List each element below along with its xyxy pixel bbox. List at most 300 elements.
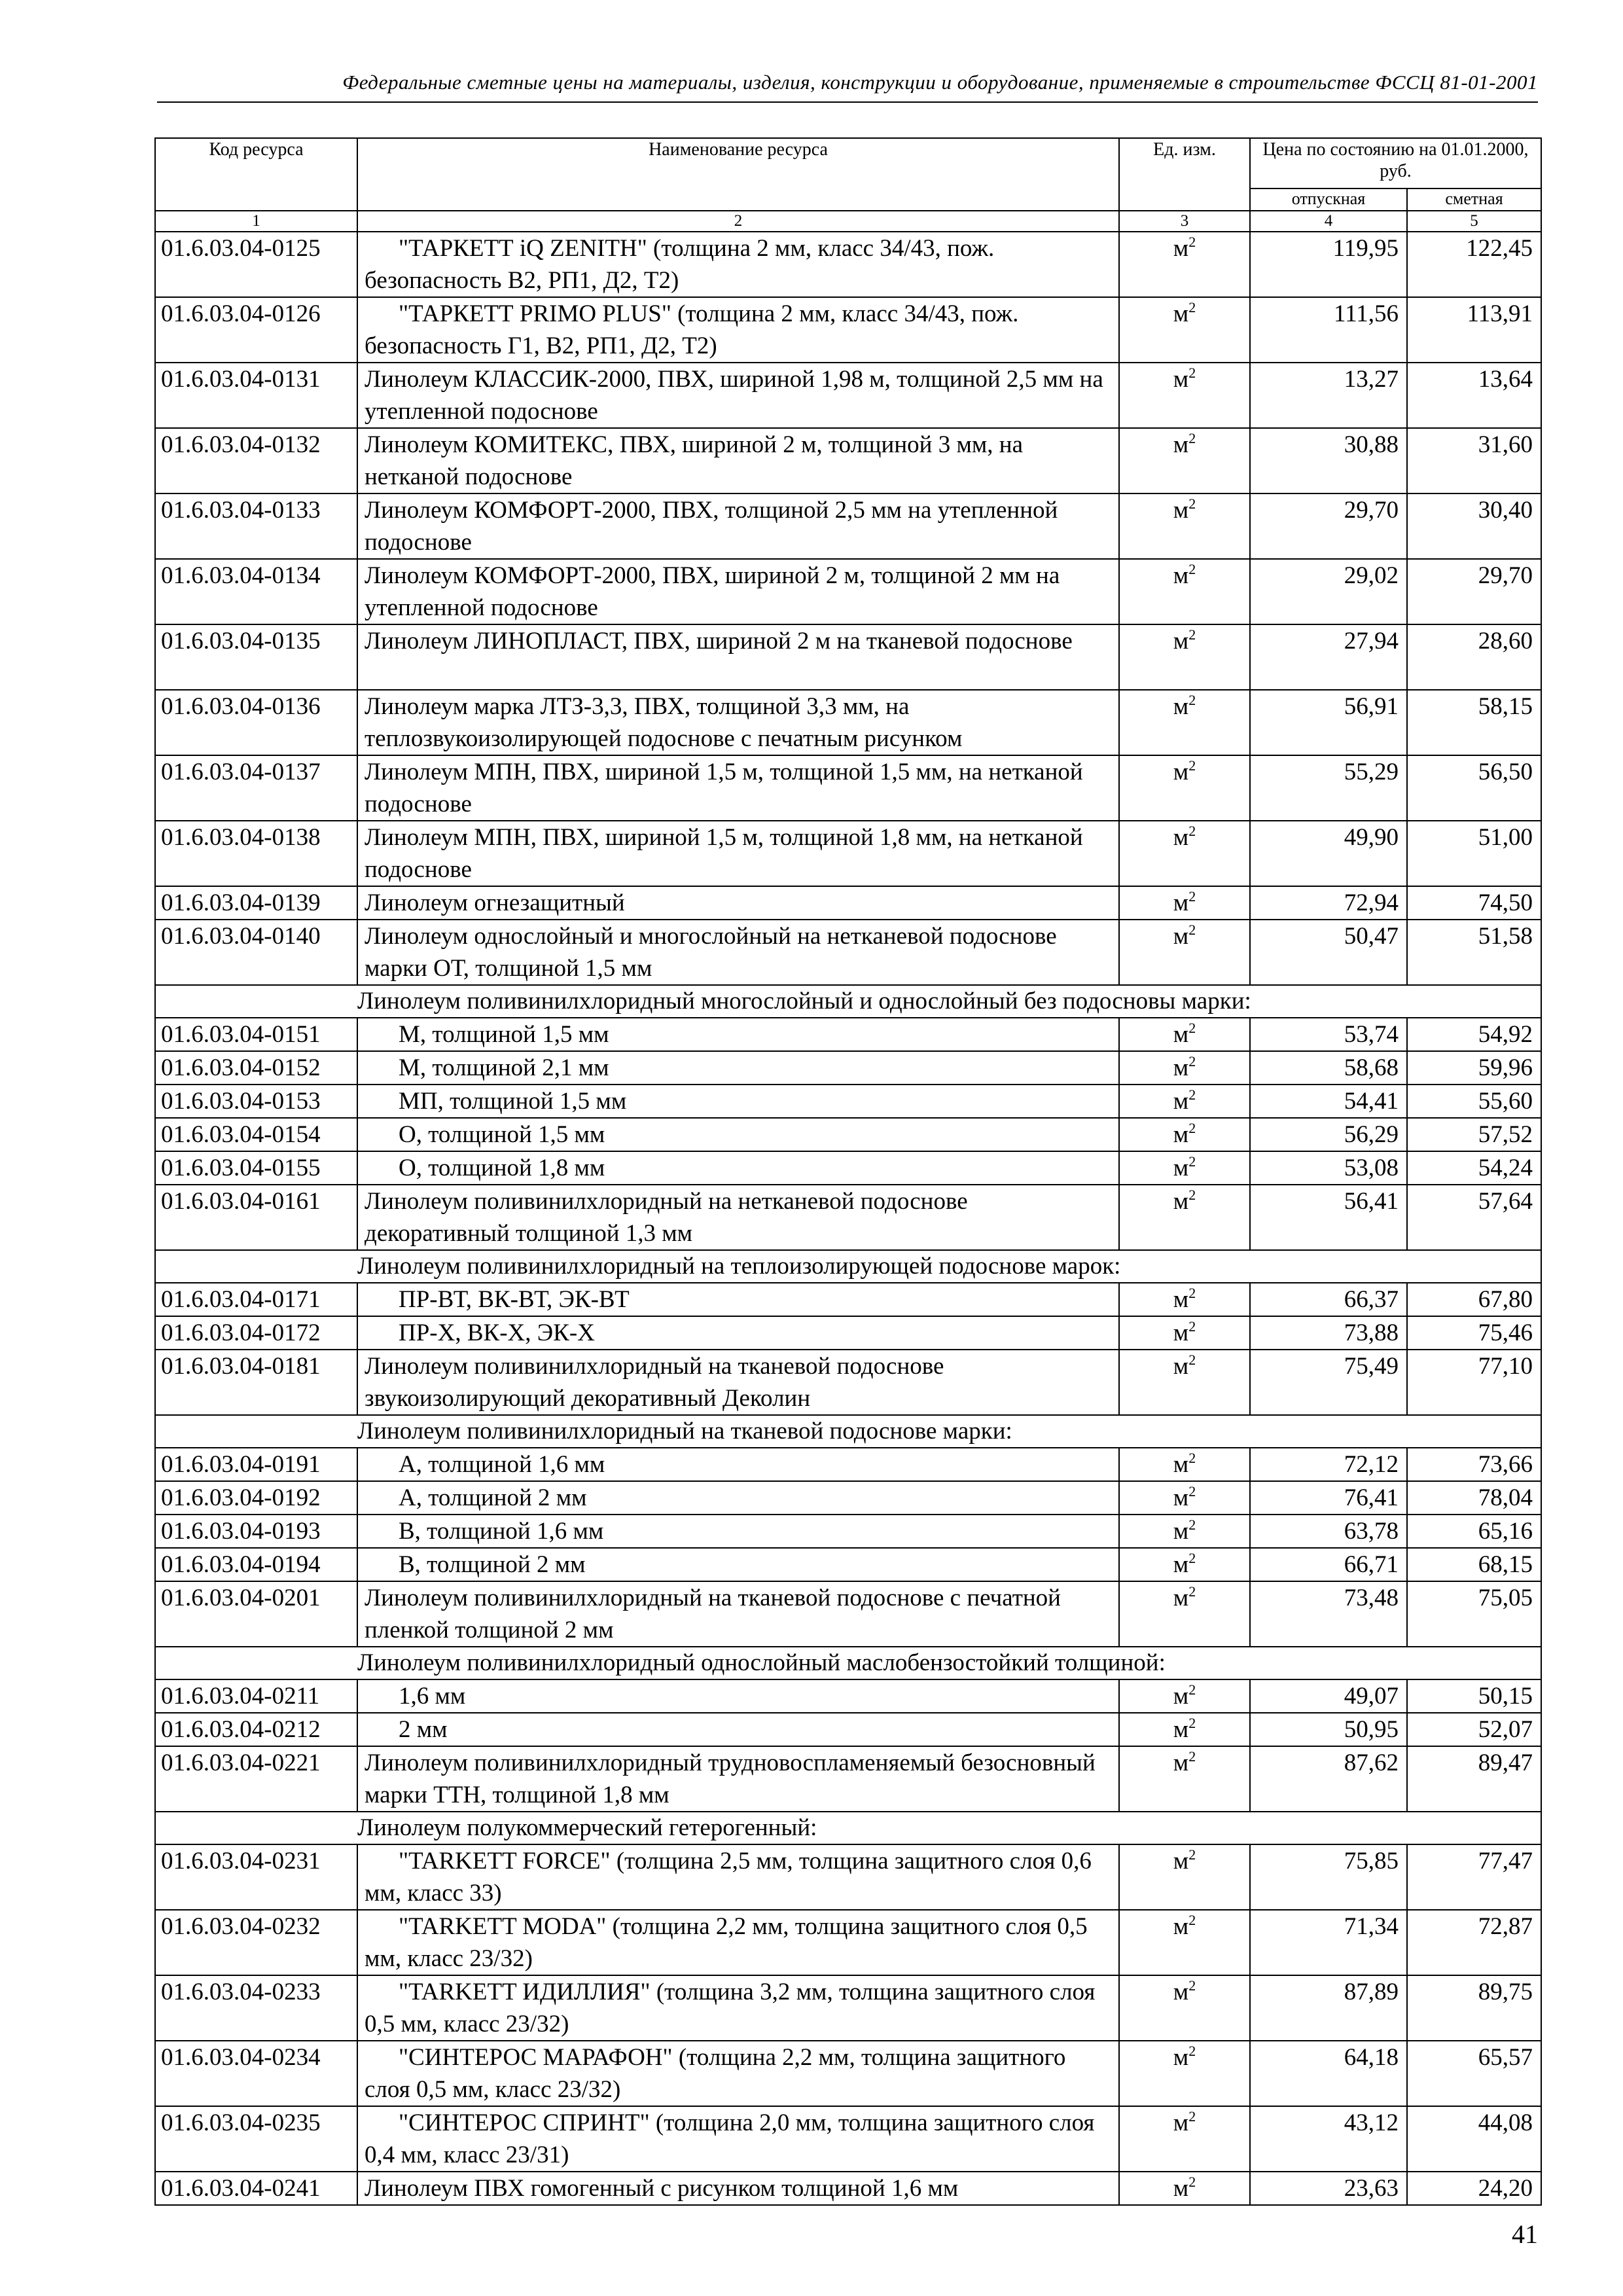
resource-name: "ТАРКЕТТ iQ ZENITH" (толщина 2 мм, класс 34/43, пож. безопасность В2, РП1, Д2, Т2) bbox=[357, 232, 1119, 297]
release-price: 56,91 bbox=[1250, 690, 1407, 755]
unit-exponent: 2 bbox=[1188, 234, 1196, 250]
estimate-price: 58,15 bbox=[1407, 690, 1541, 755]
release-price: 30,88 bbox=[1250, 428, 1407, 493]
unit-base: м bbox=[1173, 1451, 1189, 1478]
unit bbox=[1119, 755, 1250, 821]
resource-name: "TARKETT MODA" (толщина 2,2 мм, толщина защитного слоя 0,5 мм, класс 23/32) bbox=[357, 1910, 1119, 1975]
resource-name: 1,6 мм bbox=[357, 1679, 1119, 1713]
unit-exponent: 2 bbox=[1188, 1120, 1196, 1136]
table-row bbox=[155, 886, 1541, 920]
unit-base: м bbox=[1173, 1286, 1189, 1313]
unit bbox=[1119, 1679, 1250, 1713]
table-row bbox=[155, 755, 1541, 821]
resource-name: Линолеум МПН, ПВХ, шириной 1,5 м, толщиной 1,8 мм, на нетканой подоснове bbox=[357, 821, 1119, 886]
resource-code: 01.6.03.04-0231 bbox=[155, 1844, 357, 1910]
column-header-price-group: Цена по состоянию на 01.01.2000, руб. bbox=[1250, 138, 1541, 188]
column-header-name: Наименование ресурса bbox=[357, 138, 1119, 211]
section-heading: Линолеум полукоммерческий гетерогенный: bbox=[155, 1812, 1541, 1844]
resource-name: А, толщиной 1,6 мм bbox=[357, 1448, 1119, 1481]
release-price: 76,41 bbox=[1250, 1481, 1407, 1515]
unit bbox=[1119, 920, 1250, 985]
unit-exponent: 2 bbox=[1188, 1318, 1196, 1335]
resource-code: 01.6.03.04-0161 bbox=[155, 1185, 357, 1250]
estimate-price: 113,91 bbox=[1407, 297, 1541, 363]
estimate-price: 73,66 bbox=[1407, 1448, 1541, 1481]
unit-base: м bbox=[1173, 497, 1189, 524]
release-price: 66,71 bbox=[1250, 1548, 1407, 1581]
column-number: 3 bbox=[1119, 211, 1250, 232]
estimate-price: 52,07 bbox=[1407, 1713, 1541, 1746]
unit bbox=[1119, 1548, 1250, 1581]
unit-exponent: 2 bbox=[1188, 1020, 1196, 1036]
release-price: 56,29 bbox=[1250, 1118, 1407, 1151]
resource-name: М, толщиной 2,1 мм bbox=[357, 1051, 1119, 1085]
table-row bbox=[155, 1975, 1541, 2041]
resource-name: 2 мм bbox=[357, 1713, 1119, 1746]
unit bbox=[1119, 1515, 1250, 1548]
release-price: 87,62 bbox=[1250, 1746, 1407, 1812]
unit bbox=[1119, 1844, 1250, 1910]
estimate-price: 122,45 bbox=[1407, 232, 1541, 297]
release-price: 43,12 bbox=[1250, 2106, 1407, 2172]
unit bbox=[1119, 559, 1250, 624]
unit-exponent: 2 bbox=[1188, 1550, 1196, 1566]
unit bbox=[1119, 1018, 1250, 1051]
estimate-price: 51,00 bbox=[1407, 821, 1541, 886]
estimate-price: 59,96 bbox=[1407, 1051, 1541, 1085]
release-price: 13,27 bbox=[1250, 363, 1407, 428]
unit-base: м bbox=[1173, 1021, 1189, 1048]
resource-name: Линолеум ЛИНОПЛАСТ, ПВХ, шириной 2 м на тканевой подоснове bbox=[357, 624, 1119, 690]
table-row bbox=[155, 1481, 1541, 1515]
unit bbox=[1119, 1975, 1250, 2041]
release-price: 55,29 bbox=[1250, 755, 1407, 821]
unit-base: м bbox=[1173, 1585, 1189, 1611]
resource-code: 01.6.03.04-0139 bbox=[155, 886, 357, 920]
resource-name: Линолеум однослойный и многослойный на нетканевой подоснове марки ОТ, толщиной 1,5 мм bbox=[357, 920, 1119, 985]
unit-exponent: 2 bbox=[1188, 1483, 1196, 1499]
unit-exponent: 2 bbox=[1188, 1450, 1196, 1466]
unit-base: м bbox=[1173, 1848, 1189, 1874]
resource-name: В, толщиной 2 мм bbox=[357, 1548, 1119, 1581]
unit-base: м bbox=[1173, 1749, 1189, 1776]
table-row bbox=[155, 1679, 1541, 1713]
estimate-price: 68,15 bbox=[1407, 1548, 1541, 1581]
resource-code: 01.6.03.04-0154 bbox=[155, 1118, 357, 1151]
estimate-price: 77,10 bbox=[1407, 1350, 1541, 1415]
section-heading: Линолеум поливинилхлоридный однослойный маслобензостойкий толщиной: bbox=[155, 1647, 1541, 1679]
resource-code: 01.6.03.04-0201 bbox=[155, 1581, 357, 1647]
estimate-price: 72,87 bbox=[1407, 1910, 1541, 1975]
unit-base: м bbox=[1173, 1054, 1189, 1081]
resource-name: Линолеум поливинилхлоридный на тканевой подоснове с печатной пленкой толщиной 2 мм bbox=[357, 1581, 1119, 1647]
resource-code: 01.6.03.04-0211 bbox=[155, 1679, 357, 1713]
unit-base: м bbox=[1173, 693, 1189, 720]
unit-exponent: 2 bbox=[1188, 1352, 1196, 1368]
unit-exponent: 2 bbox=[1188, 922, 1196, 938]
release-price: 72,12 bbox=[1250, 1448, 1407, 1481]
column-number: 1 bbox=[155, 211, 357, 232]
release-price: 29,02 bbox=[1250, 559, 1407, 624]
release-price: 56,41 bbox=[1250, 1185, 1407, 1250]
unit bbox=[1119, 1185, 1250, 1250]
table-row bbox=[155, 2041, 1541, 2106]
unit-exponent: 2 bbox=[1188, 1516, 1196, 1533]
table-body bbox=[155, 232, 1541, 2205]
unit-exponent: 2 bbox=[1188, 299, 1196, 315]
unit-exponent: 2 bbox=[1188, 1285, 1196, 1301]
table-row bbox=[155, 1185, 1541, 1250]
unit-exponent: 2 bbox=[1188, 1912, 1196, 1928]
unit-base: м bbox=[1173, 923, 1189, 950]
unit-base: м bbox=[1173, 300, 1189, 327]
table-row bbox=[155, 1581, 1541, 1647]
unit-base: м bbox=[1173, 431, 1189, 458]
unit-exponent: 2 bbox=[1188, 757, 1196, 774]
estimate-price: 74,50 bbox=[1407, 886, 1541, 920]
resource-code: 01.6.03.04-0131 bbox=[155, 363, 357, 428]
resource-code: 01.6.03.04-0151 bbox=[155, 1018, 357, 1051]
resource-name: "TARKETT ИДИЛЛИЯ" (толщина 3,2 мм, толщина защитного слоя 0,5 мм, класс 23/32) bbox=[357, 1975, 1119, 2041]
release-price: 23,63 bbox=[1250, 2172, 1407, 2205]
unit bbox=[1119, 1085, 1250, 1118]
estimate-price: 57,52 bbox=[1407, 1118, 1541, 1151]
unit-base: м bbox=[1173, 562, 1189, 589]
page-number: 41 bbox=[1512, 2219, 1538, 2249]
resource-code: 01.6.03.04-0126 bbox=[155, 297, 357, 363]
resource-name: МП, толщиной 1,5 мм bbox=[357, 1085, 1119, 1118]
resource-name: ПР-ВТ, ВК-ВТ, ЭК-ВТ bbox=[357, 1283, 1119, 1316]
unit-base: м bbox=[1173, 1716, 1189, 1743]
unit bbox=[1119, 1448, 1250, 1481]
table-row bbox=[155, 1316, 1541, 1350]
estimate-price: 50,15 bbox=[1407, 1679, 1541, 1713]
release-price: 73,48 bbox=[1250, 1581, 1407, 1647]
resource-code: 01.6.03.04-0155 bbox=[155, 1151, 357, 1185]
table-row bbox=[155, 1151, 1541, 1185]
unit-exponent: 2 bbox=[1188, 1053, 1196, 1069]
unit-base: м bbox=[1173, 1683, 1189, 1710]
unit-exponent: 2 bbox=[1188, 2108, 1196, 2125]
table-row bbox=[155, 559, 1541, 624]
unit-base: м bbox=[1173, 1353, 1189, 1380]
resource-code: 01.6.03.04-0125 bbox=[155, 232, 357, 297]
section-row bbox=[155, 1415, 1541, 1448]
resource-code: 01.6.03.04-0135 bbox=[155, 624, 357, 690]
resource-code: 01.6.03.04-0221 bbox=[155, 1746, 357, 1812]
unit bbox=[1119, 1481, 1250, 1515]
release-price: 73,88 bbox=[1250, 1316, 1407, 1350]
unit bbox=[1119, 1746, 1250, 1812]
estimate-price: 51,58 bbox=[1407, 920, 1541, 985]
table-row bbox=[155, 821, 1541, 886]
release-price: 72,94 bbox=[1250, 886, 1407, 920]
estimate-price: 75,46 bbox=[1407, 1316, 1541, 1350]
resource-code: 01.6.03.04-0181 bbox=[155, 1350, 357, 1415]
unit-base: м bbox=[1173, 366, 1189, 393]
unit bbox=[1119, 2106, 1250, 2172]
resource-code: 01.6.03.04-0172 bbox=[155, 1316, 357, 1350]
resource-name: Линолеум поливинилхлоридный на тканевой подоснове звукоизолирующий декоративный Деколин bbox=[357, 1350, 1119, 1415]
column-header-release: отпускная bbox=[1250, 188, 1407, 211]
section-row bbox=[155, 1812, 1541, 1844]
estimate-price: 30,40 bbox=[1407, 493, 1541, 559]
table-row bbox=[155, 2106, 1541, 2172]
unit-base: м bbox=[1173, 628, 1189, 655]
resource-code: 01.6.03.04-0232 bbox=[155, 1910, 357, 1975]
release-price: 29,70 bbox=[1250, 493, 1407, 559]
release-price: 119,95 bbox=[1250, 232, 1407, 297]
unit-base: м bbox=[1173, 759, 1189, 785]
estimate-price: 54,24 bbox=[1407, 1151, 1541, 1185]
column-header-unit: Ед. изм. bbox=[1119, 138, 1250, 211]
resource-name: О, толщиной 1,8 мм bbox=[357, 1151, 1119, 1185]
estimate-price: 24,20 bbox=[1407, 2172, 1541, 2205]
estimate-price: 28,60 bbox=[1407, 624, 1541, 690]
estimate-price: 75,05 bbox=[1407, 1581, 1541, 1647]
unit bbox=[1119, 493, 1250, 559]
resource-code: 01.6.03.04-0137 bbox=[155, 755, 357, 821]
table-row bbox=[155, 428, 1541, 493]
unit-exponent: 2 bbox=[1188, 365, 1196, 381]
resource-code: 01.6.03.04-0134 bbox=[155, 559, 357, 624]
unit-exponent: 2 bbox=[1188, 626, 1196, 643]
table-row bbox=[155, 1448, 1541, 1481]
table-row bbox=[155, 1350, 1541, 1415]
resource-name: Линолеум марка ЛТЗ-3,3, ПВХ, толщиной 3,3 мм, на теплозвукоизолирующей подоснове с печатным рисунком bbox=[357, 690, 1119, 755]
estimate-price: 67,80 bbox=[1407, 1283, 1541, 1316]
unit-base: м bbox=[1173, 1319, 1189, 1346]
release-price: 87,89 bbox=[1250, 1975, 1407, 2041]
table-row bbox=[155, 363, 1541, 428]
estimate-price: 57,64 bbox=[1407, 1185, 1541, 1250]
table-row bbox=[155, 1118, 1541, 1151]
resource-code: 01.6.03.04-0212 bbox=[155, 1713, 357, 1746]
release-price: 49,90 bbox=[1250, 821, 1407, 886]
unit bbox=[1119, 2172, 1250, 2205]
unit-exponent: 2 bbox=[1188, 1977, 1196, 1994]
estimate-price: 44,08 bbox=[1407, 2106, 1541, 2172]
unit-exponent: 2 bbox=[1188, 1583, 1196, 1600]
estimate-price: 29,70 bbox=[1407, 559, 1541, 624]
release-price: 50,47 bbox=[1250, 920, 1407, 985]
table-row bbox=[155, 1085, 1541, 1118]
unit bbox=[1119, 2041, 1250, 2106]
table-row bbox=[155, 624, 1541, 690]
unit bbox=[1119, 886, 1250, 920]
resource-code: 01.6.03.04-0233 bbox=[155, 1975, 357, 2041]
release-price: 53,08 bbox=[1250, 1151, 1407, 1185]
estimate-price: 13,64 bbox=[1407, 363, 1541, 428]
unit-exponent: 2 bbox=[1188, 1153, 1196, 1170]
resource-code: 01.6.03.04-0191 bbox=[155, 1448, 357, 1481]
table-row bbox=[155, 1515, 1541, 1548]
unit-exponent: 2 bbox=[1188, 1187, 1196, 1203]
estimate-price: 89,47 bbox=[1407, 1746, 1541, 1812]
price-table bbox=[154, 137, 1542, 2206]
table-row bbox=[155, 1746, 1541, 1812]
unit-base: м bbox=[1173, 2109, 1189, 2136]
estimate-price: 78,04 bbox=[1407, 1481, 1541, 1515]
table-row bbox=[155, 1713, 1541, 1746]
unit bbox=[1119, 821, 1250, 886]
unit-base: м bbox=[1173, 1484, 1189, 1511]
unit-exponent: 2 bbox=[1188, 1748, 1196, 1765]
running-header: Федеральные сметные цены на материалы, изделия, конструкции и оборудование, применяемые в строительстве ФССЦ 81-01-2001 bbox=[342, 71, 1538, 94]
resource-code: 01.6.03.04-0133 bbox=[155, 493, 357, 559]
table-row bbox=[155, 920, 1541, 985]
table-row bbox=[155, 1051, 1541, 1085]
table-row bbox=[155, 1910, 1541, 1975]
unit bbox=[1119, 1151, 1250, 1185]
estimate-price: 54,92 bbox=[1407, 1018, 1541, 1051]
section-heading: Линолеум поливинилхлоридный многослойный и однослойный без подосновы марки: bbox=[155, 985, 1541, 1018]
unit-exponent: 2 bbox=[1188, 692, 1196, 708]
resource-name: Линолеум КОМФОРТ-2000, ПВХ, толщиной 2,5 мм на утепленной подоснове bbox=[357, 493, 1119, 559]
resource-code: 01.6.03.04-0241 bbox=[155, 2172, 357, 2205]
table-row bbox=[155, 297, 1541, 363]
resource-name: М, толщиной 1,5 мм bbox=[357, 1018, 1119, 1051]
unit-exponent: 2 bbox=[1188, 561, 1196, 577]
column-number: 4 bbox=[1250, 211, 1407, 232]
unit-base: м bbox=[1173, 1913, 1189, 1940]
resource-name: А, толщиной 2 мм bbox=[357, 1481, 1119, 1515]
resource-name: ПР-Х, ВК-Х, ЭК-Х bbox=[357, 1316, 1119, 1350]
release-price: 49,07 bbox=[1250, 1679, 1407, 1713]
unit-base: м bbox=[1173, 1551, 1189, 1578]
estimate-price: 31,60 bbox=[1407, 428, 1541, 493]
release-price: 63,78 bbox=[1250, 1515, 1407, 1548]
unit bbox=[1119, 297, 1250, 363]
unit-exponent: 2 bbox=[1188, 430, 1196, 446]
column-number: 2 bbox=[357, 211, 1119, 232]
unit-base: м bbox=[1173, 1518, 1189, 1545]
table-row bbox=[155, 493, 1541, 559]
estimate-price: 55,60 bbox=[1407, 1085, 1541, 1118]
unit-base: м bbox=[1173, 1979, 1189, 2005]
unit bbox=[1119, 1283, 1250, 1316]
resource-name: "TARKETT FORCE" (толщина 2,5 мм, толщина защитного слоя 0,6 мм, класс 33) bbox=[357, 1844, 1119, 1910]
resource-name: "ТАРКЕТТ PRIMO PLUS" (толщина 2 мм, класс 34/43, пож. безопасность Г1, В2, РП1, Д2, Т2) bbox=[357, 297, 1119, 363]
estimate-price: 56,50 bbox=[1407, 755, 1541, 821]
release-price: 111,56 bbox=[1250, 297, 1407, 363]
resource-code: 01.6.03.04-0153 bbox=[155, 1085, 357, 1118]
release-price: 75,85 bbox=[1250, 1844, 1407, 1910]
table-row bbox=[155, 1283, 1541, 1316]
estimate-price: 77,47 bbox=[1407, 1844, 1541, 1910]
section-heading: Линолеум поливинилхлоридный на тканевой подоснове марки: bbox=[155, 1415, 1541, 1448]
unit bbox=[1119, 690, 1250, 755]
column-header-code: Код ресурса bbox=[155, 138, 357, 211]
section-heading: Линолеум поливинилхлоридный на теплоизолирующей подоснове марок: bbox=[155, 1250, 1541, 1283]
section-row bbox=[155, 1647, 1541, 1679]
estimate-price: 65,16 bbox=[1407, 1515, 1541, 1548]
release-price: 54,41 bbox=[1250, 1085, 1407, 1118]
resource-code: 01.6.03.04-0194 bbox=[155, 1548, 357, 1581]
table-row bbox=[155, 1548, 1541, 1581]
unit bbox=[1119, 1350, 1250, 1415]
unit-exponent: 2 bbox=[1188, 2043, 1196, 2059]
release-price: 64,18 bbox=[1250, 2041, 1407, 2106]
unit-base: м bbox=[1173, 1155, 1189, 1181]
release-price: 71,34 bbox=[1250, 1910, 1407, 1975]
unit-base: м bbox=[1173, 1088, 1189, 1115]
section-row bbox=[155, 1250, 1541, 1283]
unit-exponent: 2 bbox=[1188, 1681, 1196, 1698]
resource-code: 01.6.03.04-0138 bbox=[155, 821, 357, 886]
unit-base: м bbox=[1173, 889, 1189, 916]
estimate-price: 65,57 bbox=[1407, 2041, 1541, 2106]
resource-code: 01.6.03.04-0193 bbox=[155, 1515, 357, 1548]
unit bbox=[1119, 428, 1250, 493]
unit bbox=[1119, 1910, 1250, 1975]
unit bbox=[1119, 1118, 1250, 1151]
unit bbox=[1119, 1316, 1250, 1350]
resource-code: 01.6.03.04-0152 bbox=[155, 1051, 357, 1085]
column-number: 5 bbox=[1407, 211, 1541, 232]
resource-name: Линолеум огнезащитный bbox=[357, 886, 1119, 920]
resource-name: Линолеум МПН, ПВХ, шириной 1,5 м, толщиной 1,5 мм, на нетканой подоснове bbox=[357, 755, 1119, 821]
unit-base: м bbox=[1173, 2175, 1189, 2202]
unit bbox=[1119, 232, 1250, 297]
resource-code: 01.6.03.04-0192 bbox=[155, 1481, 357, 1515]
unit-base: м bbox=[1173, 2044, 1189, 2071]
resource-name: О, толщиной 1,5 мм bbox=[357, 1118, 1119, 1151]
estimate-price: 89,75 bbox=[1407, 1975, 1541, 2041]
resource-code: 01.6.03.04-0235 bbox=[155, 2106, 357, 2172]
release-price: 53,74 bbox=[1250, 1018, 1407, 1051]
resource-code: 01.6.03.04-0171 bbox=[155, 1283, 357, 1316]
unit-base: м bbox=[1173, 1188, 1189, 1215]
column-header-estimate: сметная bbox=[1407, 188, 1541, 211]
resource-name: Линолеум КОМФОРТ-2000, ПВХ, шириной 2 м, толщиной 2 мм на утепленной подоснове bbox=[357, 559, 1119, 624]
resource-name: В, толщиной 1,6 мм bbox=[357, 1515, 1119, 1548]
table-row bbox=[155, 2172, 1541, 2205]
unit bbox=[1119, 1713, 1250, 1746]
resource-code: 01.6.03.04-0132 bbox=[155, 428, 357, 493]
unit-exponent: 2 bbox=[1188, 1715, 1196, 1731]
resource-code: 01.6.03.04-0234 bbox=[155, 2041, 357, 2106]
unit-base: м bbox=[1173, 235, 1189, 262]
release-price: 50,95 bbox=[1250, 1713, 1407, 1746]
resource-name: Линолеум поливинилхлоридный трудновоспламеняемый безосновный марки ТТН, толщиной 1,8 мм bbox=[357, 1746, 1119, 1812]
resource-name: Линолеум ПВХ гомогенный с рисунком толщиной 1,6 мм bbox=[357, 2172, 1119, 2205]
unit bbox=[1119, 624, 1250, 690]
unit bbox=[1119, 363, 1250, 428]
unit-base: м bbox=[1173, 1121, 1189, 1148]
unit-exponent: 2 bbox=[1188, 888, 1196, 905]
resource-code: 01.6.03.04-0136 bbox=[155, 690, 357, 755]
table-row bbox=[155, 232, 1541, 297]
resource-name: "СИНТЕРОС СПРИНТ" (толщина 2,0 мм, толщина защитного слоя 0,4 мм, класс 23/31) bbox=[357, 2106, 1119, 2172]
resource-name: Линолеум КЛАССИК-2000, ПВХ, шириной 1,98 м, толщиной 2,5 мм на утепленной подоснове bbox=[357, 363, 1119, 428]
header-rule bbox=[157, 101, 1538, 103]
resource-name: Линолеум поливинилхлоридный на нетканевой подоснове декоративный толщиной 1,3 мм bbox=[357, 1185, 1119, 1250]
unit bbox=[1119, 1581, 1250, 1647]
unit bbox=[1119, 1051, 1250, 1085]
release-price: 75,49 bbox=[1250, 1350, 1407, 1415]
resource-name: Линолеум КОМИТЕКС, ПВХ, шириной 2 м, толщиной 3 мм, на нетканой подоснове bbox=[357, 428, 1119, 493]
unit-base: м bbox=[1173, 824, 1189, 851]
release-price: 66,37 bbox=[1250, 1283, 1407, 1316]
table-row bbox=[155, 1018, 1541, 1051]
release-price: 58,68 bbox=[1250, 1051, 1407, 1085]
table-row bbox=[155, 1844, 1541, 1910]
resource-code: 01.6.03.04-0140 bbox=[155, 920, 357, 985]
resource-name: "СИНТЕРОС МАРАФОН" (толщина 2,2 мм, толщина защитного слоя 0,5 мм, класс 23/32) bbox=[357, 2041, 1119, 2106]
unit-exponent: 2 bbox=[1188, 1846, 1196, 1863]
unit-exponent: 2 bbox=[1188, 823, 1196, 839]
